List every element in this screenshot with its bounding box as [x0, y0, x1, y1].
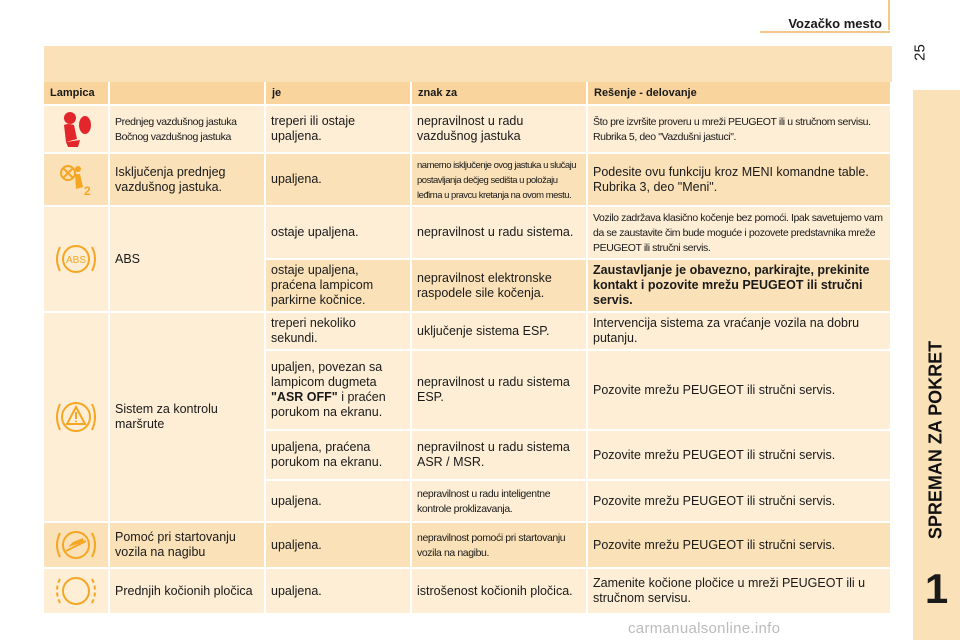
lamp-state: treperi ili ostaje upaljena. [266, 106, 412, 154]
lamp-action: Vozilo zadržava klasično kočenje bez pomoći. Ipak savetujemo vam da se zaustavite čim bude moguće i pozovete predstavnika mreže PEUGEOT ili stručni servis. [588, 207, 892, 260]
lamp-action: Pozovite mrežu PEUGEOT ili stručni servis. [588, 481, 892, 523]
page-number: 25 [911, 44, 929, 61]
lamp-state: upaljena. [266, 523, 412, 569]
lamp-action: Intervencija sistema za vraćanje vozila na dobru putanju. [588, 313, 892, 351]
watermark: carmanualsonline.info [628, 620, 781, 637]
lamp-meaning: namerno isključenje ovog jastuka u slučaju postavljanja dečjeg sedišta u položaju leđima u pravcu kretanja na ovom mestu. [412, 154, 588, 207]
table-row [44, 207, 892, 260]
table-row [44, 313, 892, 351]
lamp-state: upaljena. [266, 569, 412, 615]
table-row [44, 569, 892, 615]
lamp-meaning: uključenje sistema ESP. [412, 313, 588, 351]
table-row [44, 106, 892, 154]
brake-pad-icon [44, 569, 110, 615]
lamp-meaning: nepravilnost u radu vazdušnog jastuka [412, 106, 588, 154]
lamp-meaning: istrošenost kočionih pločica. [412, 569, 588, 615]
lamp-state: upaljena. [266, 154, 412, 207]
lamp-action: Podesite ovu funkciju kroz MENI komandne table. Rubrika 3, deo "Meni". [588, 154, 892, 207]
hill-start-assist-icon [44, 523, 110, 569]
lamp-action: Što pre izvršite proveru u mreži PEUGEOT ili u stručnom servisu. Rubrika 5, deo "Vazdušni jastuci". [588, 106, 892, 154]
lamp-name: Prednjeg vazdušnog jastuka Bočnog vazdušnog jastuka [110, 106, 266, 154]
table-header-row [44, 82, 892, 106]
lamp-meaning: nepravilnost u radu sistema ASR / MSR. [412, 431, 588, 481]
lamp-action: Pozovite mrežu PEUGEOT ili stručni servis. [588, 431, 892, 481]
header-name [110, 82, 266, 106]
warning-lamp-table-panel [44, 46, 892, 604]
lamp-meaning: nepravilnost u radu inteligentne kontrole proklizavanja. [412, 481, 588, 523]
chapter-label: SPREMAN ZA POKRET [925, 340, 946, 540]
lamp-state: treperi nekoliko sekundi. [266, 313, 412, 351]
header-vertical-divider [888, 0, 890, 30]
table-row [44, 523, 892, 569]
header-meaning: znak za [412, 82, 588, 106]
header-lamp: Lampica [44, 82, 110, 106]
table-row [44, 154, 892, 207]
lamp-action: Pozovite mrežu PEUGEOT ili stručni servis. [588, 523, 892, 569]
lamp-meaning: nepravilnost u radu sistema ESP. [412, 351, 588, 431]
lamp-state: upaljen, povezan sa lampicom dugmeta "ASR OFF" i praćen porukom na ekranu. [266, 351, 412, 431]
lamp-meaning: nepravilnost pomoći pri startovanju vozila na nagibu. [412, 523, 588, 569]
section-title: Vozačko mesto [788, 16, 882, 31]
lamp-action: Zamenite kočione pločice u mreži PEUGEOT ili u stručnom servisu. [588, 569, 892, 615]
lamp-action: Pozovite mrežu PEUGEOT ili stručni servis. [588, 351, 892, 431]
lamp-meaning: nepravilnost u radu sistema. [412, 207, 588, 260]
lamp-state: ostaje upaljena. [266, 207, 412, 260]
header-state: je [266, 82, 412, 106]
svg-text:ABS: ABS [65, 255, 87, 266]
lamp-name: Isključenja prednjeg vazdušnog jastuka. [110, 154, 266, 207]
lamp-name: Sistem za kontrolu maršrute [110, 313, 266, 523]
abs-icon [44, 207, 110, 313]
lamp-name: ABS [110, 207, 266, 313]
lamp-name: Pomoć pri startovanju vozila na nagibu [110, 523, 266, 569]
lamp-state: upaljena. [266, 481, 412, 523]
lamp-state: ostaje upaljena, praćena lampicom parkirne kočnice. [266, 260, 412, 313]
esp-warning-icon [44, 313, 110, 523]
warning-lamp-table [44, 82, 892, 615]
passenger-airbag-off-icon [44, 154, 110, 207]
header-action: Rešenje - delovanje [588, 82, 892, 106]
airbag-warning-icon [44, 106, 110, 154]
lamp-state: upaljena, praćena porukom na ekranu. [266, 431, 412, 481]
svg-text:2: 2 [84, 183, 91, 197]
chapter-number: 1 [924, 565, 949, 612]
lamp-meaning: nepravilnost elektronske raspodele sile kočenja. [412, 260, 588, 313]
lamp-action: Zaustavljanje je obavezno, parkirajte, prekinite kontakt i pozovite mrežu PEUGEOT ili stručni servis. [588, 260, 892, 313]
lamp-name: Prednjih kočionih pločica [110, 569, 266, 615]
header-divider [760, 31, 890, 33]
